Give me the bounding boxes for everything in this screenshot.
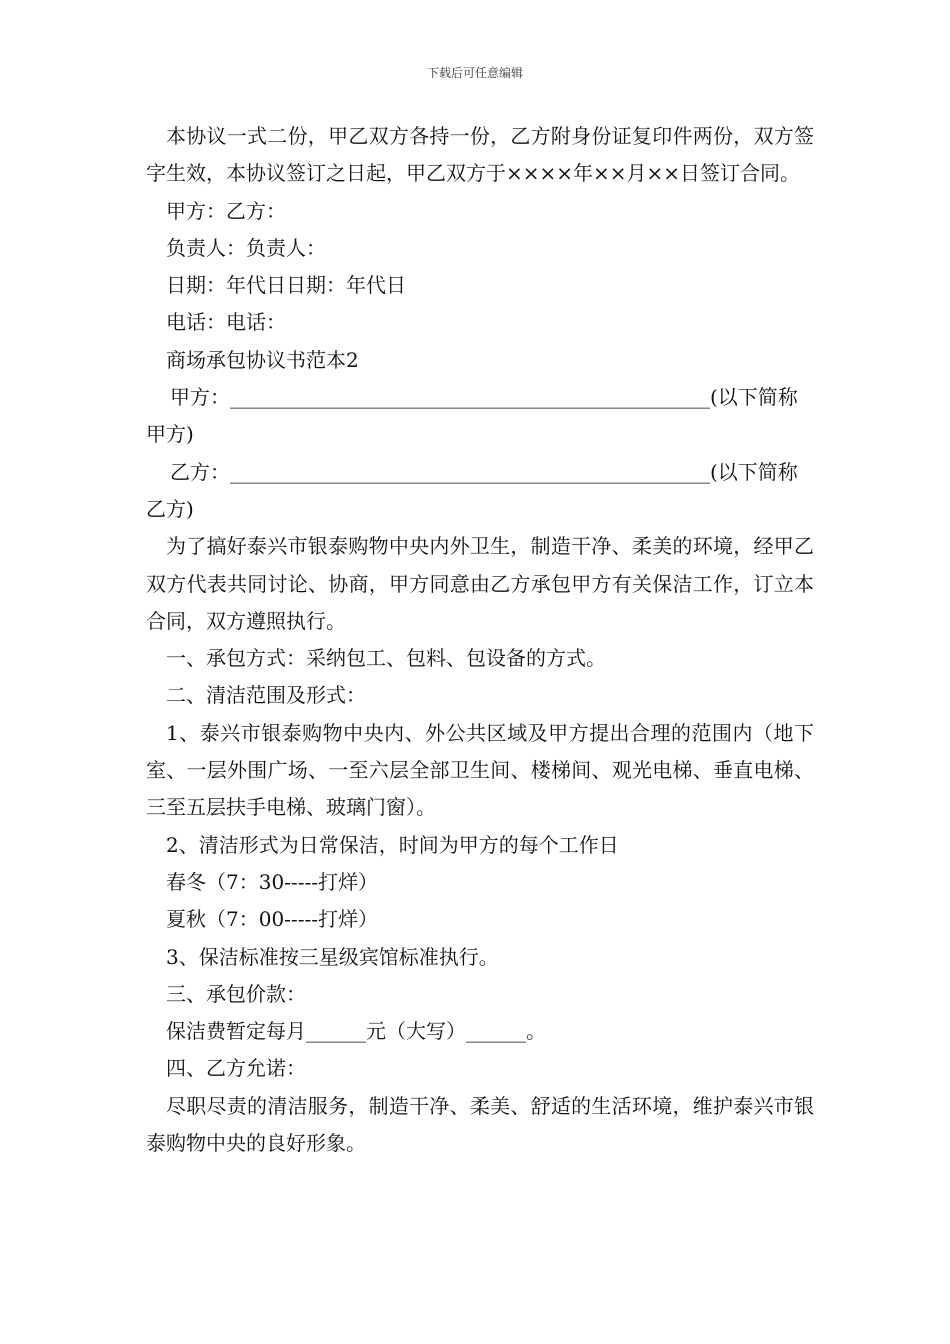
paragraph-party-b-promise: 尽职尽责的清洁服务，制造干净、柔美、舒适的生活环境，维护泰兴市银泰购物中央的良好形象。 — [146, 1093, 814, 1156]
paragraph-responsible-person: 负责人：负责人： — [166, 235, 326, 260]
paragraph-party-a-line: 甲方：________________________________________________(以下简称甲方) — [146, 385, 798, 447]
page-header: 下载后可任意编辑 — [426, 66, 523, 80]
paragraph-contract-price-heading: 三、承包价款： — [166, 981, 306, 1006]
paragraph-date: 日期：年代日日期：年代日 — [166, 273, 406, 298]
document-body — [146, 118, 814, 1162]
paragraph-cleaning-fee: 保洁费暂定每月______元（大写）______。 — [166, 1019, 546, 1044]
paragraph-spring-winter-hours: 春冬（7：30-----打烊） — [166, 869, 378, 894]
paragraph-cleaning-standard-3: 3、保洁标准按三星级宾馆标准执行。 — [166, 944, 499, 969]
section-title-template-2: 商场承包协议书范本2 — [166, 347, 359, 372]
paragraph-summer-autumn-hours: 夏秋（7：00-----打烊） — [166, 907, 378, 932]
paragraph-party-b-promise-heading: 四、乙方允诺： — [166, 1056, 306, 1081]
paragraph-purpose: 为了搞好泰兴市银泰购物中央内外卫生，制造干净、柔美的环境，经甲乙双方代表共同讨论、协商，甲方同意由乙方承包甲方有关保洁工作，订立本合同，双方遵照执行。 — [146, 534, 814, 633]
paragraph-phone: 电话：电话： — [166, 310, 286, 335]
paragraph-cleaning-scope-1: 1、泰兴市银泰购物中央内、外公共区域及甲方提出合理的范围内（地下室、一层外围广场、一至六层全部卫生间、楼梯间、观光电梯、垂直电梯、三至五层扶手电梯、玻璃门窗）。 — [146, 720, 814, 820]
paragraph-agreement-copies: 本协议一式二份，甲乙双方各持一份，乙方附身份证复印件两份，双方签字生效，本协议签订之日起，甲乙双方于××××年××月××日签订合同。 — [146, 124, 814, 186]
paragraph-contract-method: 一、承包方式：采纳包工、包料、包设备的方式。 — [166, 646, 606, 671]
paragraph-cleaning-form-2: 2、清洁形式为日常保洁，时间为甲方的每个工作日 — [166, 832, 619, 857]
paragraph-party-b-line: 乙方：________________________________________________(以下简称乙方) — [146, 459, 798, 521]
paragraph-cleaning-scope-heading: 二、清洁范围及形式： — [166, 683, 366, 708]
paragraph-party-a-b: 甲方：乙方： — [166, 198, 286, 223]
